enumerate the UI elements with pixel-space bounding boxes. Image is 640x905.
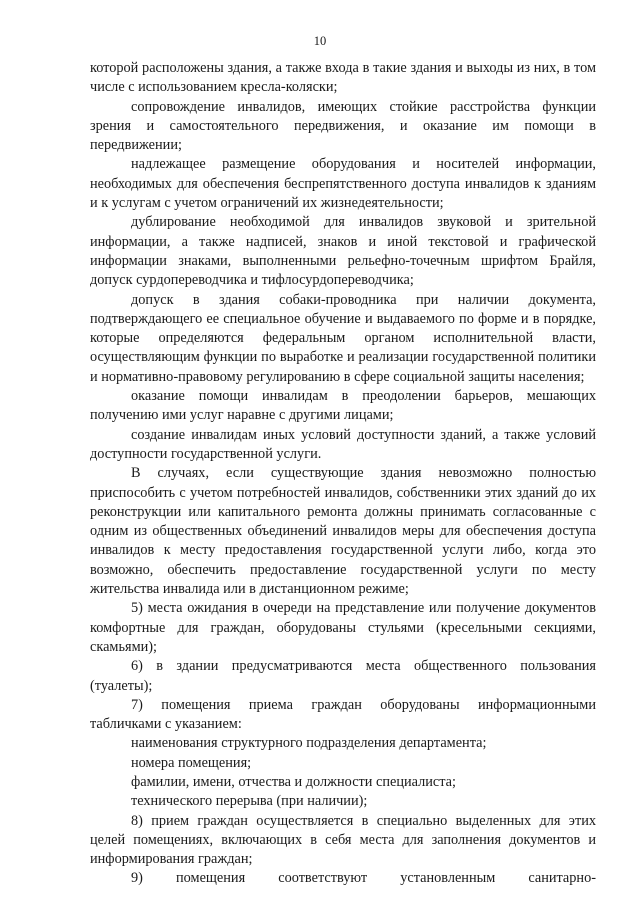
paragraph-existing-buildings: В случаях, если существующие здания невозможно полностью приспособить с учетом потребностей инвалидов, собственники этих зданий до их реконструкции или капитального ремонта должны принимать согласованные с одним из общественных объединений инвалидов меры для обеспечения доступа инвалидов к месту предоставления государственной услуги либо, когда это возможно, обеспечить предоставление государственной услуги по месту жительства инвалида или в дистанционном режиме; [90, 465, 596, 598]
document-body [90, 59, 596, 889]
paragraph-equipment-placement: надлежащее размещение оборудования и носителей информации, необходимых для обеспечения беспрепятственного доступа инвалидов к зданиям и к услугам с учетом ограничений их жизнедеятельности; [90, 156, 596, 212]
list-item-department-name: наименования структурного подразделения департамента; [131, 735, 487, 752]
paragraph-information-duplication: дублирование необходимой для инвалидов звуковой и зрительной информации, а также надписей, знаков и иной текстовой и графической информации знаками, выполненными рельефно-точечным шрифтом Брайля, допуск сурдопереводчика и тифлосурдопереводчика; [90, 214, 596, 289]
list-item-specialist-name: фамилии, имени, отчества и должности специалиста; [131, 773, 456, 790]
paragraph-item-6-restrooms: 6) в здании предусматриваются места общественного пользования (туалеты); [90, 658, 596, 694]
paragraph-item-7-signage: 7) помещения приема граждан оборудованы информационными табличками с указанием: [90, 696, 596, 733]
paragraph-other-conditions: создание инвалидам иных условий доступности зданий, а также условий доступности государственной услуги. [90, 426, 596, 462]
paragraph-item-9-sanitary: 9) помещения соответствуют установленным санитарно- [131, 870, 596, 887]
list-item-technical-break: технического перерыва (при наличии); [131, 793, 368, 810]
paragraph-escort-visually-impaired: сопровождение инвалидов, имеющих стойкие расстройства функции зрения и самостоятельного передвижения, и оказание им помощи в передвижении; [90, 98, 596, 154]
paragraph-barrier-assistance: оказание помощи инвалидам в преодолении барьеров, мешающих получению ими услуг наравне с другими лицами; [90, 388, 596, 424]
paragraph-guide-dog-admission: допуск в здания собаки-проводника при наличии документа, подтверждающего ее специальное обучение и выдаваемого по форме и в порядке, которые определяются федеральным органом исполнительной власти, осуществляющим функции по выработке и реализации государственной политики и нормативно-правовому регулированию в сфере социальной защиты населения; [90, 291, 596, 385]
paragraph-building-access: которой расположены здания, а также входа в такие здания и выходы из них, в том числе с использованием кресла-коляски; [90, 60, 596, 96]
paragraph-item-5-waiting-areas: 5) места ожидания в очереди на представление или получение документов комфортные для граждан, оборудованы стульями (кресельными секциями, скамьями); [90, 600, 596, 655]
page-number: 10 [313, 34, 327, 48]
list-item-room-number: номера помещения; [131, 754, 252, 771]
paragraph-item-8-reception: 8) прием граждан осуществляется в специально выделенных для этих целей помещениях, включающих в себя места для заполнения документов и информирования граждан; [90, 812, 596, 868]
